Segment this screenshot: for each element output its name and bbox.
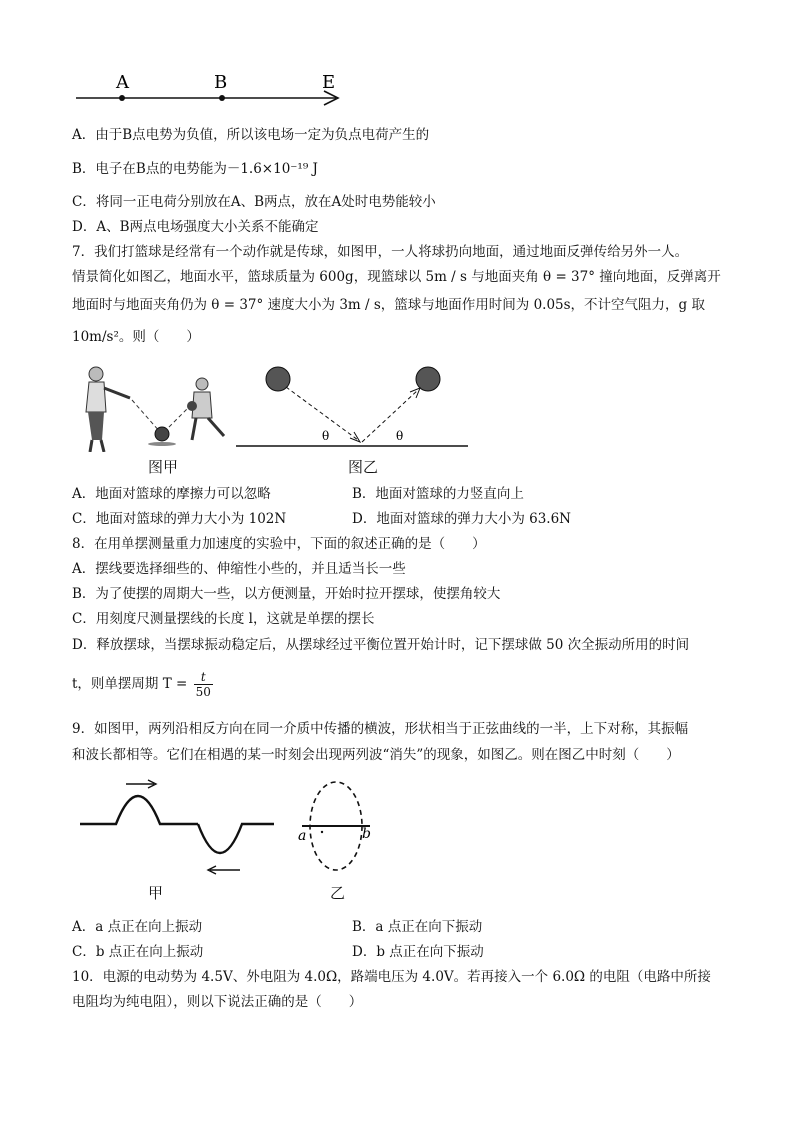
q7-figure-jia-caption: 图甲 <box>148 458 179 476</box>
q9-figure-yi-caption: 乙 <box>330 884 346 902</box>
q6-option-d: D．A、B两点电场强度大小关系不能确定 <box>72 219 319 235</box>
q9-option-a: A．a 点正在向上振动 <box>72 919 203 935</box>
electric-field-axis-figure <box>74 68 344 108</box>
q7-stem-line-2: 情景简化如图乙，地面水平，篮球质量为 600g，现篮球以 5m / s 与地面夹角 θ = 37° 撞向地面，反弹离开 <box>72 269 721 285</box>
q7-stem-line-4: 10m/s²。则（ ） <box>72 329 200 345</box>
q8-option-c: C．用刻度尺测量摆线的长度 l，这就是单摆的摆长 <box>72 611 375 627</box>
period-fraction: $\frac{t}{50}$ <box>195 670 211 699</box>
point-a-label: a <box>298 828 307 844</box>
q7-option-c: C．地面对篮球的弹力大小为 102N <box>72 511 287 527</box>
axis-label-a: A <box>116 72 129 93</box>
q9-stem-line-1: 9．如图甲，两列沿相反方向在同一介质中传播的横波，形状相当于正弦曲线的一半，上下对称，其振幅 <box>72 721 689 737</box>
q7-stem-line-3: 地面时与地面夹角仍为 θ = 37° 速度大小为 3m / s，篮球与地面作用时间为 0.05s，不计空气阻力，g 取 <box>72 297 705 313</box>
axis-label-b: B <box>214 72 228 93</box>
point-b-label: b <box>362 826 371 842</box>
q9-option-c: C．b 点正在向上振动 <box>72 944 204 960</box>
q8-option-d: D．释放摆球，当摆球振动稳定后，从摆球经过平衡位置开始计时，记下摆球做 50 次全振动所用的时间 <box>72 637 690 653</box>
theta-label-right: θ <box>396 429 404 443</box>
q9-option-d: D．b 点正在向下振动 <box>352 944 484 960</box>
q8-option-d-continuation: t，则单摆周期 T = $\frac{t}{50}$ <box>72 670 211 699</box>
q8-option-b: B．为了使摆的周期大一些，以方便测量，开始时拉开摆球，使摆角较大 <box>72 586 501 602</box>
q6-option-a: A．由于B点电势为负值，所以该电场一定为负点电荷产生的 <box>72 127 430 143</box>
q7-figure-yi-caption: 图乙 <box>348 458 379 476</box>
q7-option-b: B．地面对篮球的力竖直向上 <box>352 486 524 502</box>
q10-stem-line-1: 10．电源的电动势为 4.5V、外电阻为 4.0Ω，路端电压为 4.0V。若再接入一个 6.0Ω 的电阻（电路中所接 <box>72 969 711 985</box>
q8-option-a: A．摆线要选择细些的、伸缩性小些的，并且适当长一些 <box>72 561 406 577</box>
q6-option-b: B．电子在B点的电势能为－1.6×10⁻¹⁹ J <box>72 161 318 177</box>
basketball-pass-photo-figure <box>74 362 234 452</box>
q9-option-b: B．a 点正在向下振动 <box>352 919 483 935</box>
ball-outgoing-icon <box>416 367 440 391</box>
q6-option-c: C．将同一正电荷分别放在A、B两点，放在A处时电势能较小 <box>72 194 436 210</box>
q9-figure-jia-caption: 甲 <box>148 884 164 902</box>
q10-stem-line-2: 电阻均为纯电阻），则以下说法正确的是（ ） <box>72 994 363 1010</box>
theta-label-left: θ <box>322 429 330 443</box>
q7-stem-line-1: 7．我们打篮球是经常有一个动作就是传球，如图甲，一人将球扔向地面，通过地面反弹传给另外一人。 <box>72 244 689 260</box>
q9-stem-line-2: 和波长都相等。它们在相遇的某一时刻会出现两列波“消失”的现象，如图乙。则在图乙中时刻（ ） <box>72 747 680 763</box>
q8-stem: 8．在用单摆测量重力加速度的实验中，下面的叙述正确的是（ ） <box>72 536 486 552</box>
q7-option-a: A．地面对篮球的摩擦力可以忽略 <box>72 486 271 502</box>
basketball-bounce-diagram <box>232 362 472 454</box>
opposing-waves-figure <box>78 776 278 876</box>
superposed-waves-figure <box>296 776 376 880</box>
q7-option-d: D．地面对篮球的弹力大小为 63.6N <box>352 511 571 527</box>
axis-label-e: E <box>322 72 336 93</box>
